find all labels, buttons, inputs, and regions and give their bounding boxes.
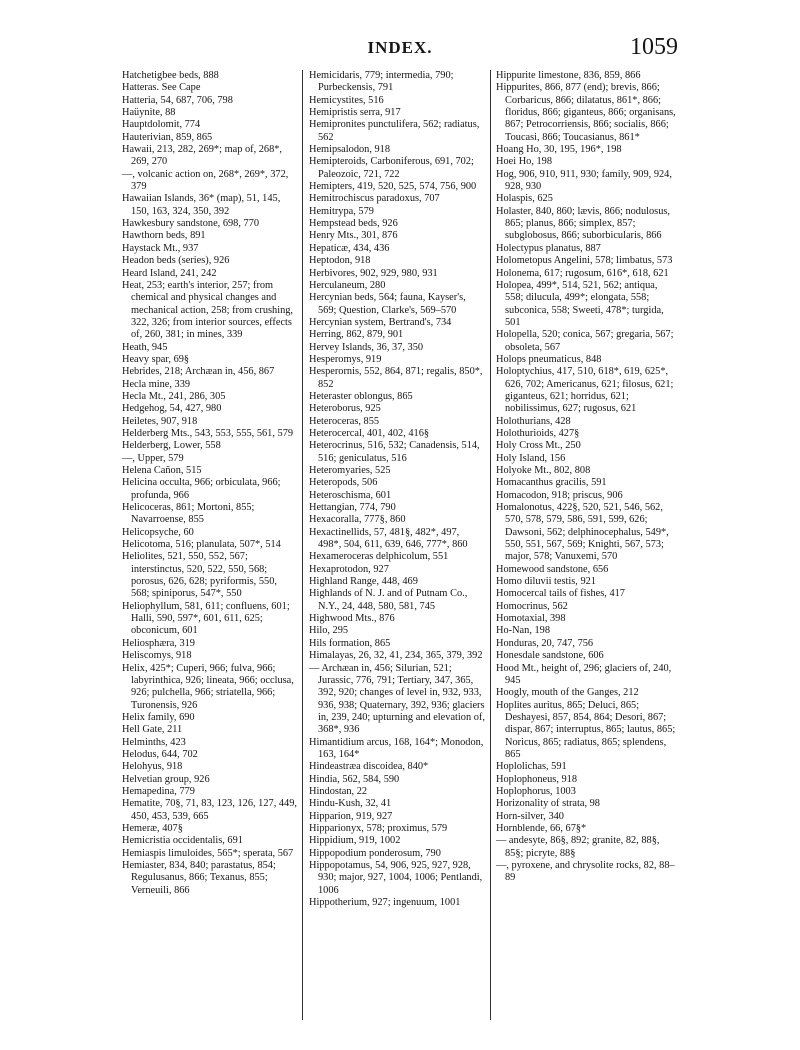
index-entry: Hoei Ho, 198: [496, 156, 553, 168]
index-entry: Hippurites, 866, 877 (end); brevis, 866; Corbaricus, 866; dilatatus, 861*, 866; floridus, 866; giganteus, 866; organisans, 867; Petrocorriensis, 866; socialis, 866; Toucasi, 866; Toucasianus, 861*: [496, 82, 676, 143]
index-entry: Hog, 906, 910, 911, 930; family, 909, 924, 928, 930: [496, 168, 672, 193]
index-entry: Hecla Mt., 241, 286, 305: [122, 390, 226, 402]
index-entry: Holy Island, 156: [496, 452, 566, 464]
index-entry: Hemipteroids, Carboniferous, 691, 702; Paleozoic, 721, 722: [309, 156, 474, 180]
index-entry: Helicopsyche, 60: [122, 526, 194, 538]
index-entry: Highlands of N. J. and of Putnam Co., N.Y., 24, 448, 580, 581, 745: [309, 588, 468, 612]
index-entry: Hemicristia occidentalis, 691: [122, 835, 243, 847]
index-entry: — andesyte, 86§, 892; granite, 82, 88§, 85§; picryte, 88§: [496, 835, 660, 859]
index-entry: Holops pneumaticus, 848: [496, 353, 602, 365]
index-entry: —, pyroxene, and chrysolite rocks, 82, 88–89: [496, 860, 675, 884]
index-entry: Haüynite, 88: [122, 107, 176, 119]
index-entry: Helicina occulta, 966; orbiculata, 966; profunda, 966: [122, 477, 281, 501]
index-entry: Heat, 253; earth's interior, 257; from chemical and physical changes and mechanical action, 258; from crushing, 322, 326; from interior sources, effects of, 260, 381; in mines, 339: [122, 279, 293, 341]
index-entry: Heliosphæra, 319: [122, 637, 195, 649]
index-entry: Hettangian, 774, 790: [309, 502, 396, 514]
index-entry: Heliophyllum, 581, 611; confluens, 601; Halli, 590, 597*, 601, 611, 625; obconicum, 601: [122, 600, 290, 637]
index-entry: Hawaii, 213, 282, 269*; map of, 268*, 269, 270: [122, 144, 283, 168]
index-entry: —, volcanic action on, 268*, 269*, 372, 379: [122, 168, 289, 193]
index-entry: Heiletes, 907, 918: [122, 415, 198, 427]
index-entry: — Archæan in, 456; Silurian, 521; Jurassic, 776, 791; Tertiary, 347, 365, 392, 920; changes of level in, 932, 933, 936, 938; Quaternary, 392, 936; glaciers in, 239, 240; upturning and elevation of, 368*, 936: [309, 662, 485, 736]
index-entry: Hatteria, 54, 687, 706, 798: [122, 94, 233, 106]
index-entry: Hatchetigbee beds, 888: [122, 70, 219, 81]
index-entry: Heteropods, 506: [309, 477, 378, 489]
index-entry: Holectypus planatus, 887: [496, 242, 601, 254]
index-entry: Heterocrinus, 516, 532; Canadensis, 514, 516; geniculatus, 516: [309, 440, 480, 464]
index-entry: Hemicystites, 516: [309, 94, 384, 106]
index-entry: Holaspis, 625: [496, 193, 553, 205]
index-entry: Hoplites auritus, 865; Deluci, 865; Deshayesi, 857, 854, 864; Desori, 867; dispar, 867; interruptus, 865; lautus, 865; Noricus, 865; radiatus, 865; splendens, 865: [496, 699, 676, 760]
index-entry: Hesperomys, 919: [309, 353, 382, 365]
index-entry: Hercynian system, Bertrand's, 734: [309, 316, 452, 328]
index-entry: Hindeastræa discoidea, 840*: [309, 761, 429, 773]
index-entry: Homewood sandstone, 656: [496, 563, 609, 575]
index-entry: Helohyus, 918: [122, 761, 183, 773]
index-entry: Haystack Mt., 937: [122, 242, 199, 254]
index-entry: Helvetian group, 926: [122, 773, 210, 785]
index-entry: Honduras, 20, 747, 756: [496, 637, 594, 649]
index-entry: Helderberg, Lower, 558: [122, 440, 221, 452]
index-entry: Holothurians, 428: [496, 415, 571, 427]
index-entry: Hornblende, 66, 67§*: [496, 822, 587, 834]
index-column-2: [309, 70, 485, 909]
index-entry: Hemipsalodon, 918: [309, 144, 391, 156]
index-entry: Horizonality of strata, 98: [496, 798, 600, 810]
index-entry: Holy Cross Mt., 250: [496, 440, 581, 452]
index-entry: Helicotoma, 516; planulata, 507*, 514: [122, 539, 281, 551]
index-entry: Hawkesbury sandstone, 698, 770: [122, 218, 260, 230]
index-entry: Heteroborus, 925: [309, 403, 381, 415]
index-entry: Hedgehog, 54, 427, 980: [122, 403, 222, 415]
index-column-3: [496, 70, 676, 885]
index-entry: Hexaprotodon, 927: [309, 563, 389, 575]
index-entry: Hippopodium ponderosum, 790: [309, 847, 441, 859]
index-entry: Hebrides, 218; Archæan in, 456, 867: [122, 366, 275, 378]
index-entry: Hesperornis, 552, 864, 871; regalis, 850*, 852: [309, 366, 483, 390]
index-entry: Hervey Islands, 36, 37, 350: [309, 341, 424, 353]
index-entry: Heath, 945: [122, 341, 168, 353]
index-entry: Holonema, 617; rugosum, 616*, 618, 621: [496, 267, 669, 279]
index-entry: Hippidium, 919, 1002: [309, 835, 401, 847]
index-entry: Hell Gate, 211: [122, 724, 183, 736]
index-entry: Heliolites, 521, 550, 552, 567; interstinctus, 520, 522, 550, 568; porosus, 626, 628; pyriformis, 550, 568; spiniporus, 547*, 550: [122, 551, 277, 600]
index-entry: Hemipristis serra, 917: [309, 107, 401, 119]
index-entry: Hawaiian Islands, 36* (map), 51, 145, 150, 163, 324, 350, 392: [122, 193, 281, 217]
index-entry: Hemiaspis limuloides, 565*; speratа, 567: [122, 847, 294, 859]
index-entry: Herculaneum, 280: [309, 279, 386, 291]
index-entry: Hatteras. See Cape: [122, 82, 201, 94]
index-entry: Hexacoralla, 777§, 860: [309, 514, 406, 526]
index-entry: Hercynian beds, 564; fauna, Kayser's, 569; Question, Clarke's, 569–570: [309, 292, 466, 316]
index-entry: Horn-silver, 340: [496, 810, 564, 822]
index-entry: Holyoke Mt., 802, 808: [496, 465, 591, 476]
index-entry: —, Upper, 579: [122, 452, 184, 464]
index-entry: Helix, 425*; Cuperi, 966; fulva, 966; labyrinthica, 926; lineata, 966; occlusa, 926; pulchella, 966; striatella, 966; Turonensis, 926: [122, 662, 294, 711]
index-entry: Hippopotamus, 54, 906, 925, 927, 928, 930; major, 927, 1004, 1006; Pentlandi, 1006: [309, 860, 483, 896]
index-entry: Helminths, 423: [122, 736, 186, 748]
index-entry: Holothurioids, 427§: [496, 427, 580, 439]
index-entry: Hauptdolomit, 774: [122, 119, 201, 131]
running-head: INDEX.: [367, 38, 433, 57]
index-entry: Hindu-Kush, 32, 41: [309, 798, 392, 810]
index-entry: Himalayas, 26, 32, 41, 234, 365, 379, 392: [309, 650, 483, 662]
index-entry: Hilo, 295: [309, 625, 349, 637]
index-entry: Heliscomys, 918: [122, 650, 192, 662]
index-entry: Hils formation, 865: [309, 637, 391, 649]
index-entry: Holometopus Angelini, 578; limbatus, 573: [496, 255, 673, 267]
index-entry: Homotaxial, 398: [496, 613, 566, 625]
index-entry: Hemitrochiscus paradoxus, 707: [309, 193, 440, 205]
index-entry: Highwood Mts., 876: [309, 613, 395, 625]
index-entry: Holopella, 520; conica, 567; gregaria, 567; obsoleta, 567: [496, 329, 674, 353]
index-entry: Heteromyaries, 525: [309, 465, 391, 476]
index-entry: Hoplophoneus, 918: [496, 773, 578, 785]
index-entry: Hoplolichas, 591: [496, 761, 567, 773]
index-entry: Helena Cañon, 515: [122, 465, 202, 476]
index-entry: Heteroceras, 855: [309, 415, 380, 427]
index-entry: Hematite, 70§, 71, 83, 123, 126, 127, 449, 450, 453, 539, 665: [122, 798, 297, 822]
index-entry: Hemipronites punctulifera, 562; radiatus, 562: [309, 119, 480, 143]
index-entry: Hemapedina, 779: [122, 785, 195, 797]
index-entry: Hemitrypa, 579: [309, 205, 374, 217]
index-entry: Helicoceras, 861; Mortoni, 855; Navarroense, 855: [122, 502, 255, 526]
index-entry: Heteroschisma, 601: [309, 489, 392, 501]
index-entry: Headon beds (series), 926: [122, 255, 230, 267]
index-entry: Hoang Ho, 30, 195, 196*, 198: [496, 144, 622, 156]
index-entry: Heterocercal, 401, 402, 416§: [309, 427, 430, 439]
index-entry: Highland Range, 448, 469: [309, 576, 418, 588]
index-entry: Herbivores, 902, 929, 980, 931: [309, 267, 438, 279]
index-entry: Hood Mt., height of, 296; glaciers of, 240, 945: [496, 662, 672, 686]
index-entry: Hoogly, mouth of the Ganges, 212: [496, 687, 639, 699]
index-entry: Hindostan, 22: [309, 785, 368, 797]
index-entry: Himantidium arcus, 168, 164*; Monodon, 163, 164*: [309, 736, 484, 760]
index-entry: Hippotherium, 927; ingenuum, 1001: [309, 897, 461, 909]
index-entry: Ho-Nan, 198: [496, 625, 551, 637]
index-entry: Homacanthus gracilis, 591: [496, 477, 607, 489]
index-entry: Hexactinellids, 57, 481§, 482*, 497, 498*, 504, 611, 639, 646, 777*, 860: [309, 526, 468, 551]
index-entry: Honesdale sandstone, 606: [496, 650, 604, 662]
index-entry: Homacodon, 918; priscus, 906: [496, 489, 623, 501]
index-entry: Heavy spar, 69§: [122, 353, 190, 365]
index-entry: Henry Mts., 301, 876: [309, 230, 398, 242]
index-entry: Hipparion, 919, 927: [309, 810, 393, 822]
index-entry: Holoptychius, 417, 510, 618*, 619, 625*, 626, 702; Americanus, 621; filosus, 621; giganteus, 621; horridus, 621; nobilissimus, 627; rugosus, 621: [496, 366, 674, 415]
index-entry: Homocrinus, 562: [496, 600, 568, 612]
index-entry: Hecla mine, 339: [122, 378, 191, 390]
index-entry: Hemeræ, 407§: [122, 822, 183, 834]
index-entry: Heteraster oblongus, 865: [309, 390, 413, 402]
column-rule-2: [490, 70, 491, 1020]
index-column-1: [122, 70, 297, 897]
index-entry: Hippurite limestone, 836, 859, 866: [496, 70, 641, 81]
index-entry: Hexameroceras delphicolum, 551: [309, 551, 449, 563]
column-rule-1: [302, 70, 303, 1020]
index-entry: Hauterivian, 859, 865: [122, 131, 213, 143]
index-entry: Hawthorn beds, 891: [122, 230, 206, 242]
index-entry: Holopea, 499*, 514, 521, 562; antiqua, 558; dilucula, 499*; elongata, 558; subconica, 558; Sweeti, 478*; turgida, 501: [496, 279, 664, 328]
index-entry: Helix family, 690: [122, 711, 195, 723]
index-entry: Heard Island, 241, 242: [122, 267, 217, 279]
index-entry: Herring, 862, 879, 901: [309, 329, 404, 341]
index-entry: Homalonotus, 422§, 520, 521, 546, 562, 570, 578, 579, 586, 591, 599, 626; Dawsoni, 562; delphinocephalus, 549*, 550, 551, 567, 569; Knighti, 567, 573; major, 578; Vanuxemi, 570: [496, 502, 669, 563]
index-entry: Hindia, 562, 584, 590: [309, 773, 400, 785]
index-entry: Hemicidaris, 779; intermedia, 790; Purbeckensis, 791: [309, 70, 454, 94]
index-entry: Hemiaster, 834, 840; parastatus, 854; Regulusanus, 866; Texanus, 855; Verneuili, 866: [122, 860, 276, 896]
index-entry: Homocercal tails of fishes, 417: [496, 588, 625, 600]
index-entry: Hempstead beds, 926: [309, 218, 398, 230]
index-entry: Hemipters, 419, 520, 525, 574, 756, 900: [309, 181, 477, 193]
index-entry: Holaster, 840, 860; lævis, 866; nodulosus, 865; planus, 866; simplex, 857; subglobosus, 866; suborbicularis, 866: [496, 205, 670, 242]
index-entry: Heptodon, 918: [309, 255, 371, 267]
index-entry: Hipparionyx, 578; proximus, 579: [309, 822, 448, 834]
index-entry: Helodus, 644, 702: [122, 748, 198, 760]
index-entry: Hoplophorus, 1003: [496, 785, 576, 797]
index-entry: Homo diluvii testis, 921: [496, 576, 596, 588]
index-entry: Helderberg Mts., 543, 553, 555, 561, 579: [122, 427, 294, 439]
index-entry: Hepaticæ, 434, 436: [309, 242, 390, 254]
page-number: 1059: [630, 34, 678, 60]
